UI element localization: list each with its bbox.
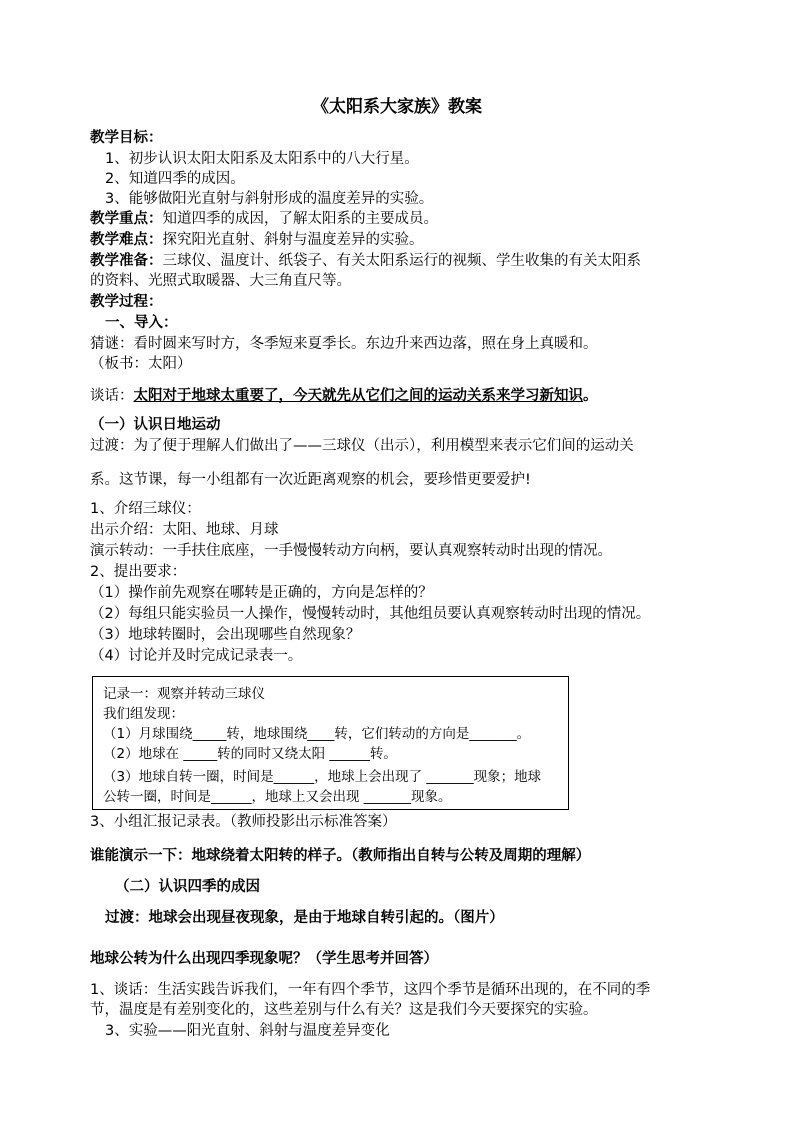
record-table: [92, 676, 569, 810]
transition-line: 过渡：为了便于理解人们做出了——三球仪（出示），利用模型来表示它们间的运动关: [90, 438, 634, 454]
key-point-label: 教学重点：: [90, 211, 163, 227]
difficulty-label: 教学难点：: [90, 232, 163, 248]
section2-heading: （二）认识四季的成因: [115, 879, 260, 895]
section2-transition: 过渡：地球会出现昼夜现象，是由于地球自转引起的。（图片）: [105, 910, 504, 926]
preparation-text: 三球仪、温度计、纸袋子、有关太阳系运行的视频、学生收集的有关太阳系: [162, 253, 641, 269]
record-title: 记录一：观察并转动三球仪: [103, 686, 265, 702]
talk-seasons-cont: 节，温度是有差别变化的，这些差别与什么有关？这是我们今天要探究的实验。: [90, 1002, 598, 1018]
board-note: （板书：太阳）: [90, 356, 192, 372]
show-intro: 出示介绍：太阳、地球、月球: [90, 522, 279, 538]
talk-line: [90, 386, 598, 406]
goals-label: 教学目标：: [90, 130, 163, 146]
record-line: （2）地球在 _____转的同时又绕太阳 ______转。: [103, 746, 397, 762]
goal-item: 3、能够做阳光直射与斜射形成的温度差异的实验。: [105, 191, 434, 207]
requirement-item: （4）讨论并及时完成记录表一。: [90, 648, 303, 664]
demo-rotation: 演示转动：一手扶住底座，一手慢慢转动方向柄，要认真观察转动时出现的情况。: [90, 543, 612, 559]
talk-seasons: 1、谈话：生活实践告诉我们，一年有四个季节，这四个季节是循环出现的，在不同的季: [90, 982, 651, 998]
step-intro-globe: 1、介绍三球仪：: [90, 501, 201, 517]
requirement-item: （3）地球转圈时，会出现哪些自然现象？: [90, 627, 361, 643]
step-report: 3、小组汇报记录表。（教师投影出示标准答案）: [90, 814, 397, 830]
requirement-item: （2）每组只能实验员一人操作，慢慢转动时，其他组员要认真观察转动时出现的情况。: [90, 606, 651, 622]
requirement-item: （1）操作前先观察在哪转是正确的，方向是怎样的？: [90, 585, 433, 601]
key-point-text: 知道四季的成因，了解太阳系的主要成员。: [162, 211, 438, 227]
step-requirements: 2、提出要求：: [90, 564, 187, 580]
preparation-text-cont: 的资料、光照式取暖器、大三角直尺等。: [90, 273, 351, 289]
who-can-demo: 谁能演示一下：地球绕着太阳转的样子。（教师指出自转与公转及周期的理解）: [90, 848, 591, 864]
season-question: 地球公转为什么出现四季现象呢？（学生思考并回答）: [90, 951, 438, 967]
record-found: 我们组发现：: [103, 706, 184, 722]
goal-item: 1、初步认识太阳太阳系及太阳系中的八大行星。: [105, 151, 419, 167]
difficulty-line: [90, 230, 424, 250]
key-point-line: [90, 209, 438, 229]
talk-emphasis: 太阳对于地球太重要了，今天就先从它们之间的运动关系来学习新知识: [133, 388, 583, 404]
riddle-text: 猜谜：看时圆来写时方，冬季短来夏季长。东边升来西边落，照在身上真暖和。: [90, 336, 598, 352]
transition-line-cont: 系。这节课，每一小组都有一次近距离观察的机会，要珍惜更要爱护!: [90, 472, 531, 488]
preparation-label: 教学准备：: [90, 253, 163, 269]
goal-item: 2、知道四季的成因。: [105, 171, 245, 187]
process-label: 教学过程：: [90, 294, 163, 310]
difficulty-text: 探究阳光直射、斜射与温度差异的实验。: [162, 232, 424, 248]
preparation-line: [90, 251, 641, 271]
record-line: （3）地球自转一圈，时间是______，地球上会出现了 _______现象；地球: [103, 769, 542, 785]
record-line: 公转一圈，时间是______，地球上又会出现 _______现象。: [103, 789, 452, 805]
section1-heading: （一）认识日地运动: [90, 417, 221, 433]
experiment-heading: 3、实验——阳光直射、斜射与温度差异变化: [105, 1023, 390, 1039]
talk-prefix: 谈话：: [90, 388, 134, 404]
intro-heading: 一、导入：: [105, 315, 178, 331]
document-title: 《太阳系大家族》教案: [312, 97, 482, 117]
talk-end: 。: [583, 388, 598, 404]
record-line: （1）月球围绕_____转，地球围绕____转，它们转动的方向是_______。: [103, 726, 531, 742]
